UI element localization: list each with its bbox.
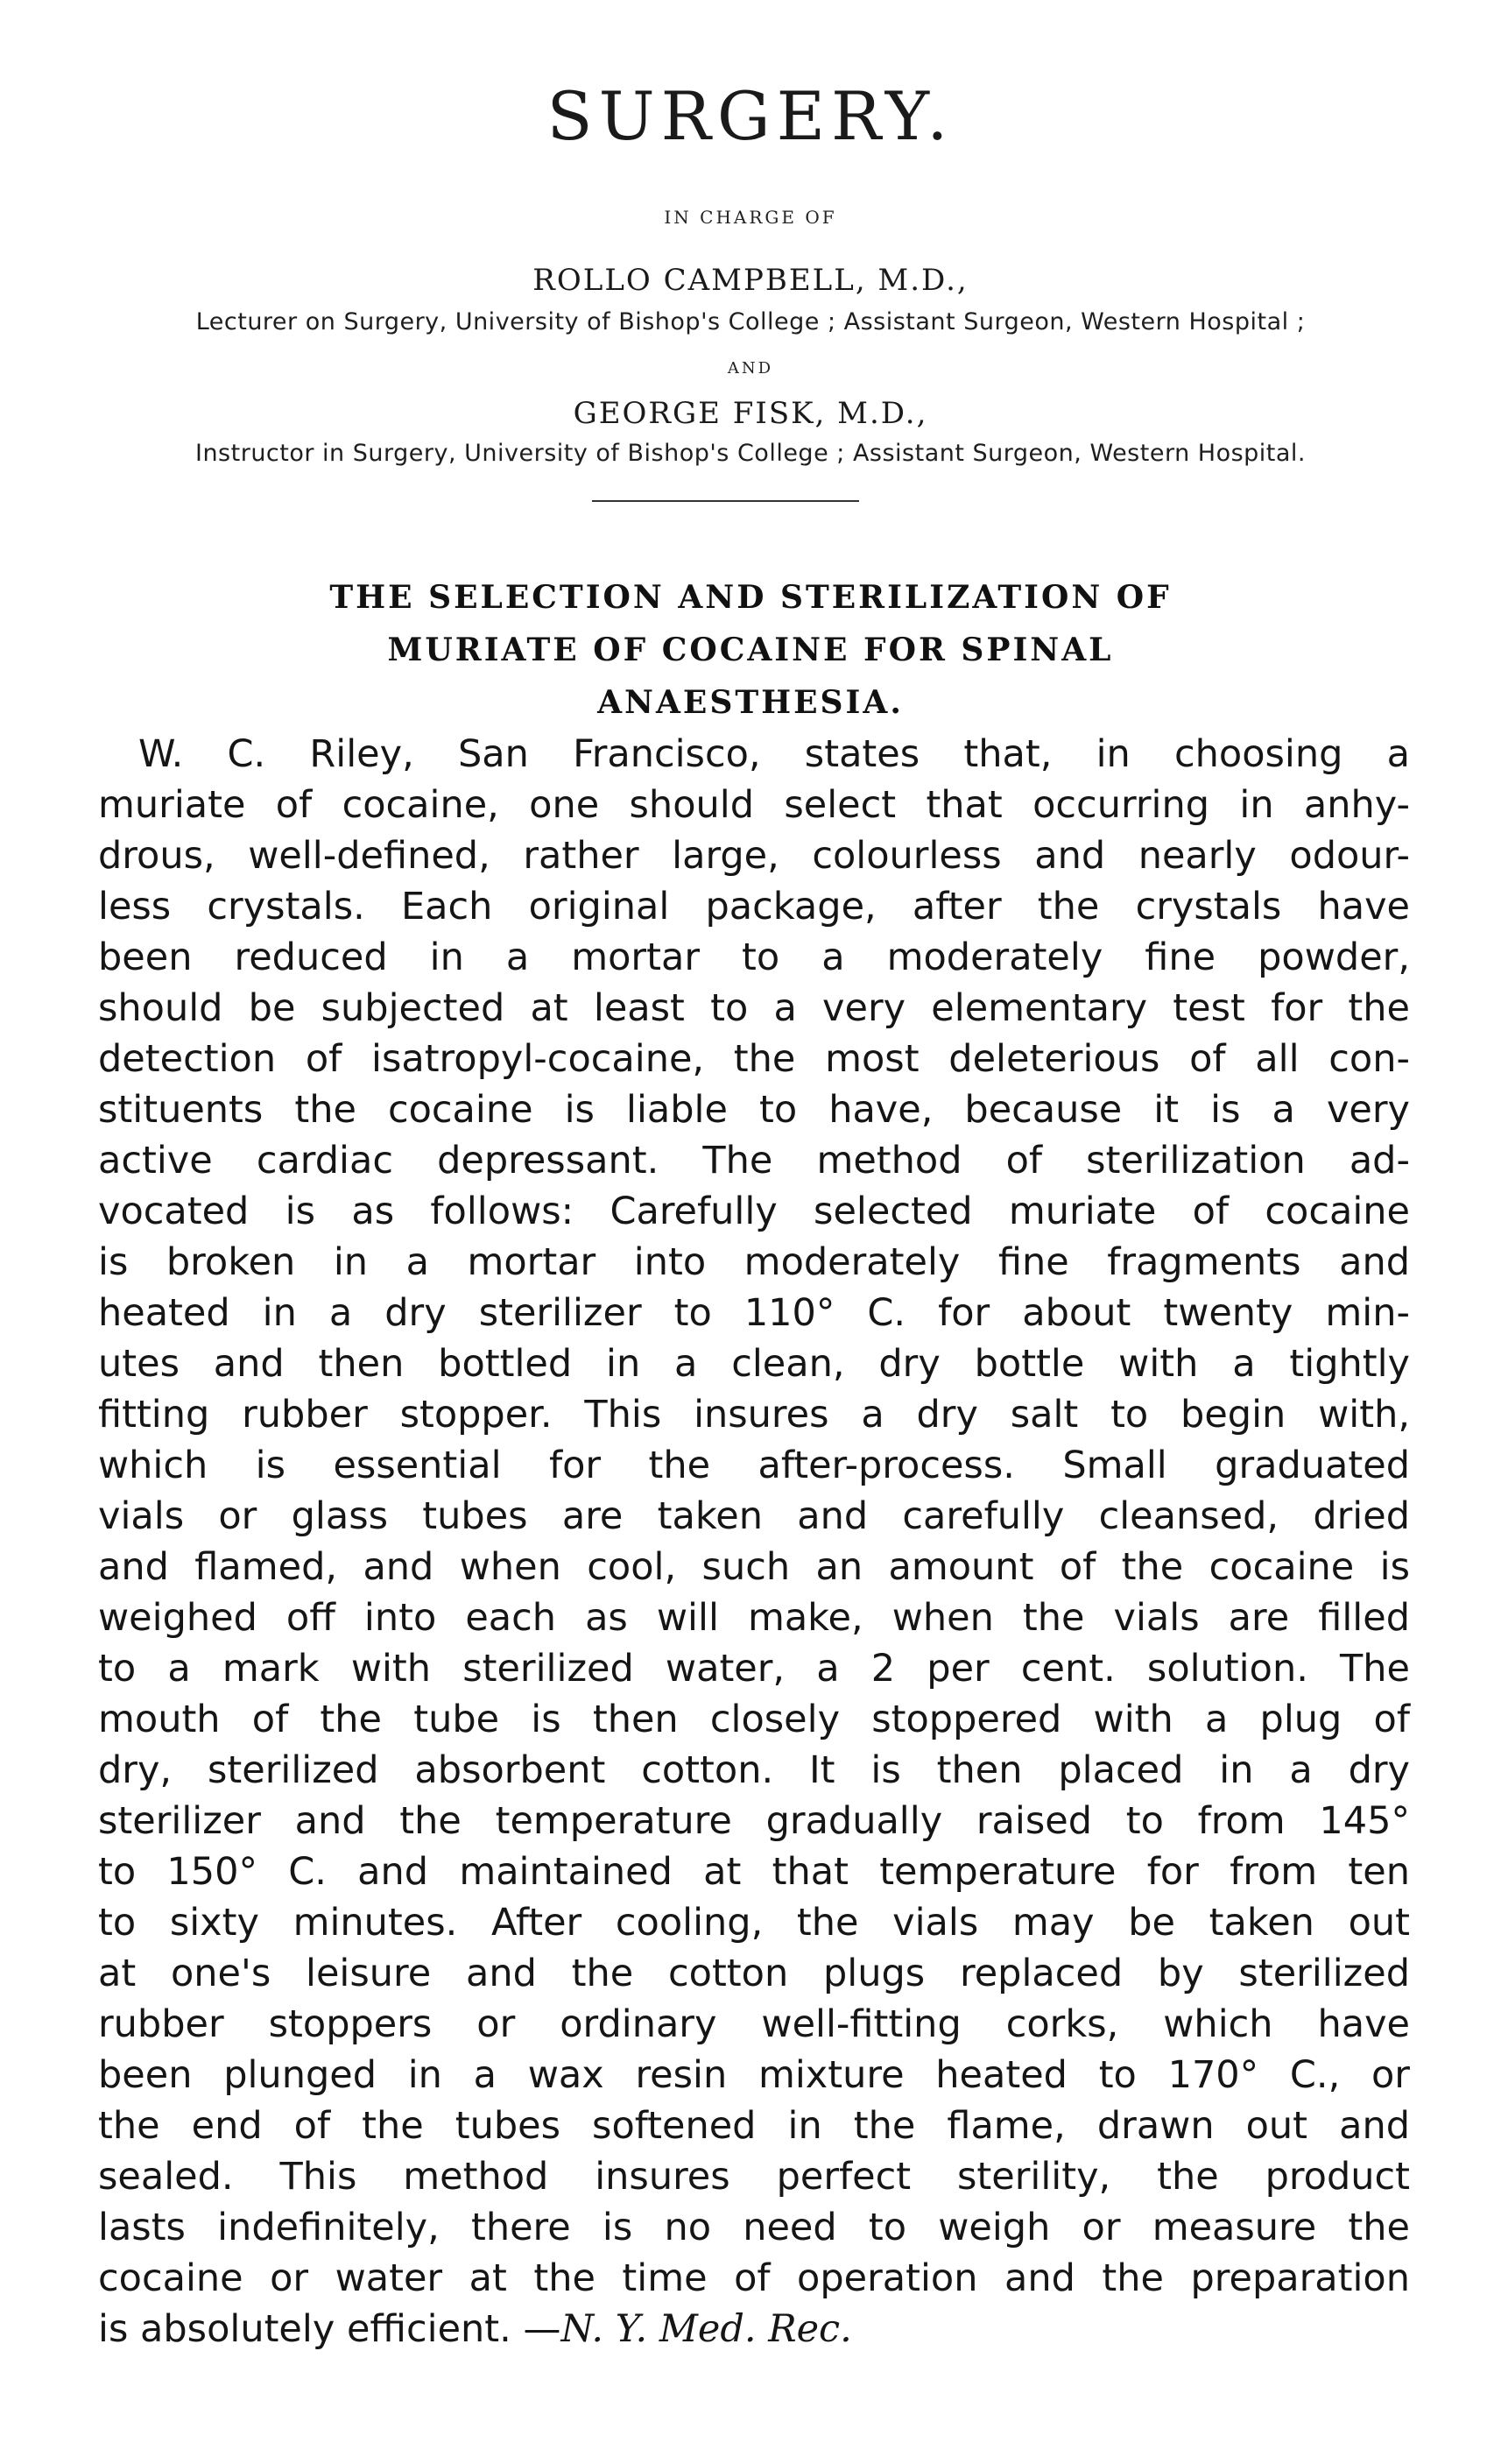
body-line: to 150° C. and maintained at that temperature for from ten: [98, 1850, 1410, 1894]
body-line: fitting rubber stopper. This insures a dry salt to begin with,: [98, 1393, 1410, 1437]
body-line: to sixty minutes. After cooling, the vials may be taken out: [98, 1901, 1410, 1945]
body-line: sterilizer and the temperature gradually raised to from 145°: [98, 1799, 1410, 1843]
body-line: W. C. Riley, San Francisco, states that, in choosing a: [138, 732, 1410, 776]
body-line: lasts indefinitely, there is no need to weigh or measure the: [98, 2206, 1410, 2249]
source-citation: N. Y. Med. Rec.: [560, 2307, 852, 2351]
body-line: the end of the tubes softened in the flame, drawn out and: [98, 2104, 1410, 2148]
body-line: sealed. This method insures perfect sterility, the product: [98, 2155, 1410, 2199]
article-title-line: ANAESTHESIA.: [597, 683, 904, 721]
body-line: is broken in a mortar into moderately fine fragments and: [98, 1240, 1410, 1284]
body-line: and flamed, and when cool, such an amount of the cocaine is: [98, 1545, 1410, 1589]
body-line: drous, well-defined, rather large, colourless and nearly odour-: [98, 834, 1410, 878]
body-line: less crystals. Each original package, after the crystals have: [98, 885, 1410, 928]
body-line: muriate of cocaine, one should select that occurring in anhy-: [98, 783, 1410, 827]
body-line: been plunged in a wax resin mixture heated to 170° C., or: [98, 2053, 1410, 2097]
article-title-line: THE SELECTION AND STERILIZATION OF: [329, 578, 1172, 616]
body-line: stituents the cocaine is liable to have, because it is a very: [98, 1088, 1410, 1132]
body-line: mouth of the tube is then closely stoppered with a plug of: [98, 1698, 1410, 1741]
body-line: dry, sterilized absorbent cotton. It is then placed in a dry: [98, 1748, 1410, 1792]
body-last-text: is absolutely efficient. —: [98, 2307, 561, 2351]
article-body: [98, 729, 1410, 2355]
body-line: vocated is as follows: Carefully selected muriate of cocaine: [98, 1190, 1410, 1233]
article-title: [149, 571, 1352, 729]
editor-name-fisk: GEORGE FISK, M.D.,: [573, 396, 928, 431]
body-line: at one's leisure and the cotton plugs replaced by sterilized: [98, 1952, 1410, 1995]
section-divider: [592, 500, 859, 502]
body-line: active cardiac depressant. The method of sterilization ad-: [98, 1139, 1410, 1183]
body-line: to a mark with sterilized water, a 2 per cent. solution. The: [98, 1647, 1410, 1691]
editor-affiliation-campbell: Lecturer on Surgery, University of Bishop's College ; Assistant Surgeon, Western Hospital ;: [195, 308, 1306, 335]
editor-name-campbell: ROLLO CAMPBELL, M.D.,: [532, 263, 969, 298]
body-line: detection of isatropyl-cocaine, the most deleterious of all con-: [98, 1037, 1410, 1081]
body-line: weighed off into each as will make, when the vials are filled: [98, 1596, 1410, 1640]
article-title-line: MURIATE OF COCAINE FOR SPINAL: [387, 631, 1114, 668]
body-line: rubber stoppers or ordinary well-fitting corks, which have: [98, 2002, 1410, 2046]
body-line: utes and then bottled in a clean, dry bottle with a tightly: [98, 1342, 1410, 1386]
body-line: which is essential for the after-process. Small graduated: [98, 1444, 1410, 1487]
body-line: cocaine or water at the time of operation and the preparation: [98, 2256, 1410, 2300]
body-line: heated in a dry sterilizer to 110° C. for about twenty min-: [98, 1291, 1410, 1335]
and-label: AND: [727, 359, 774, 378]
body-line: should be subjected at least to a very elementary test for the: [98, 986, 1410, 1030]
body-line: vials or glass tubes are taken and carefully cleansed, dried: [98, 1494, 1410, 1538]
body-line-last: [98, 2304, 1410, 2355]
section-title: SURGERY.: [546, 77, 955, 155]
body-line: been reduced in a mortar to a moderately fine powder,: [98, 935, 1410, 979]
editor-affiliation-fisk: Instructor in Surgery, University of Bishop's College ; Assistant Surgeon, Western Hospital.: [194, 440, 1307, 467]
in-charge-label: IN CHARGE OF: [664, 207, 837, 228]
